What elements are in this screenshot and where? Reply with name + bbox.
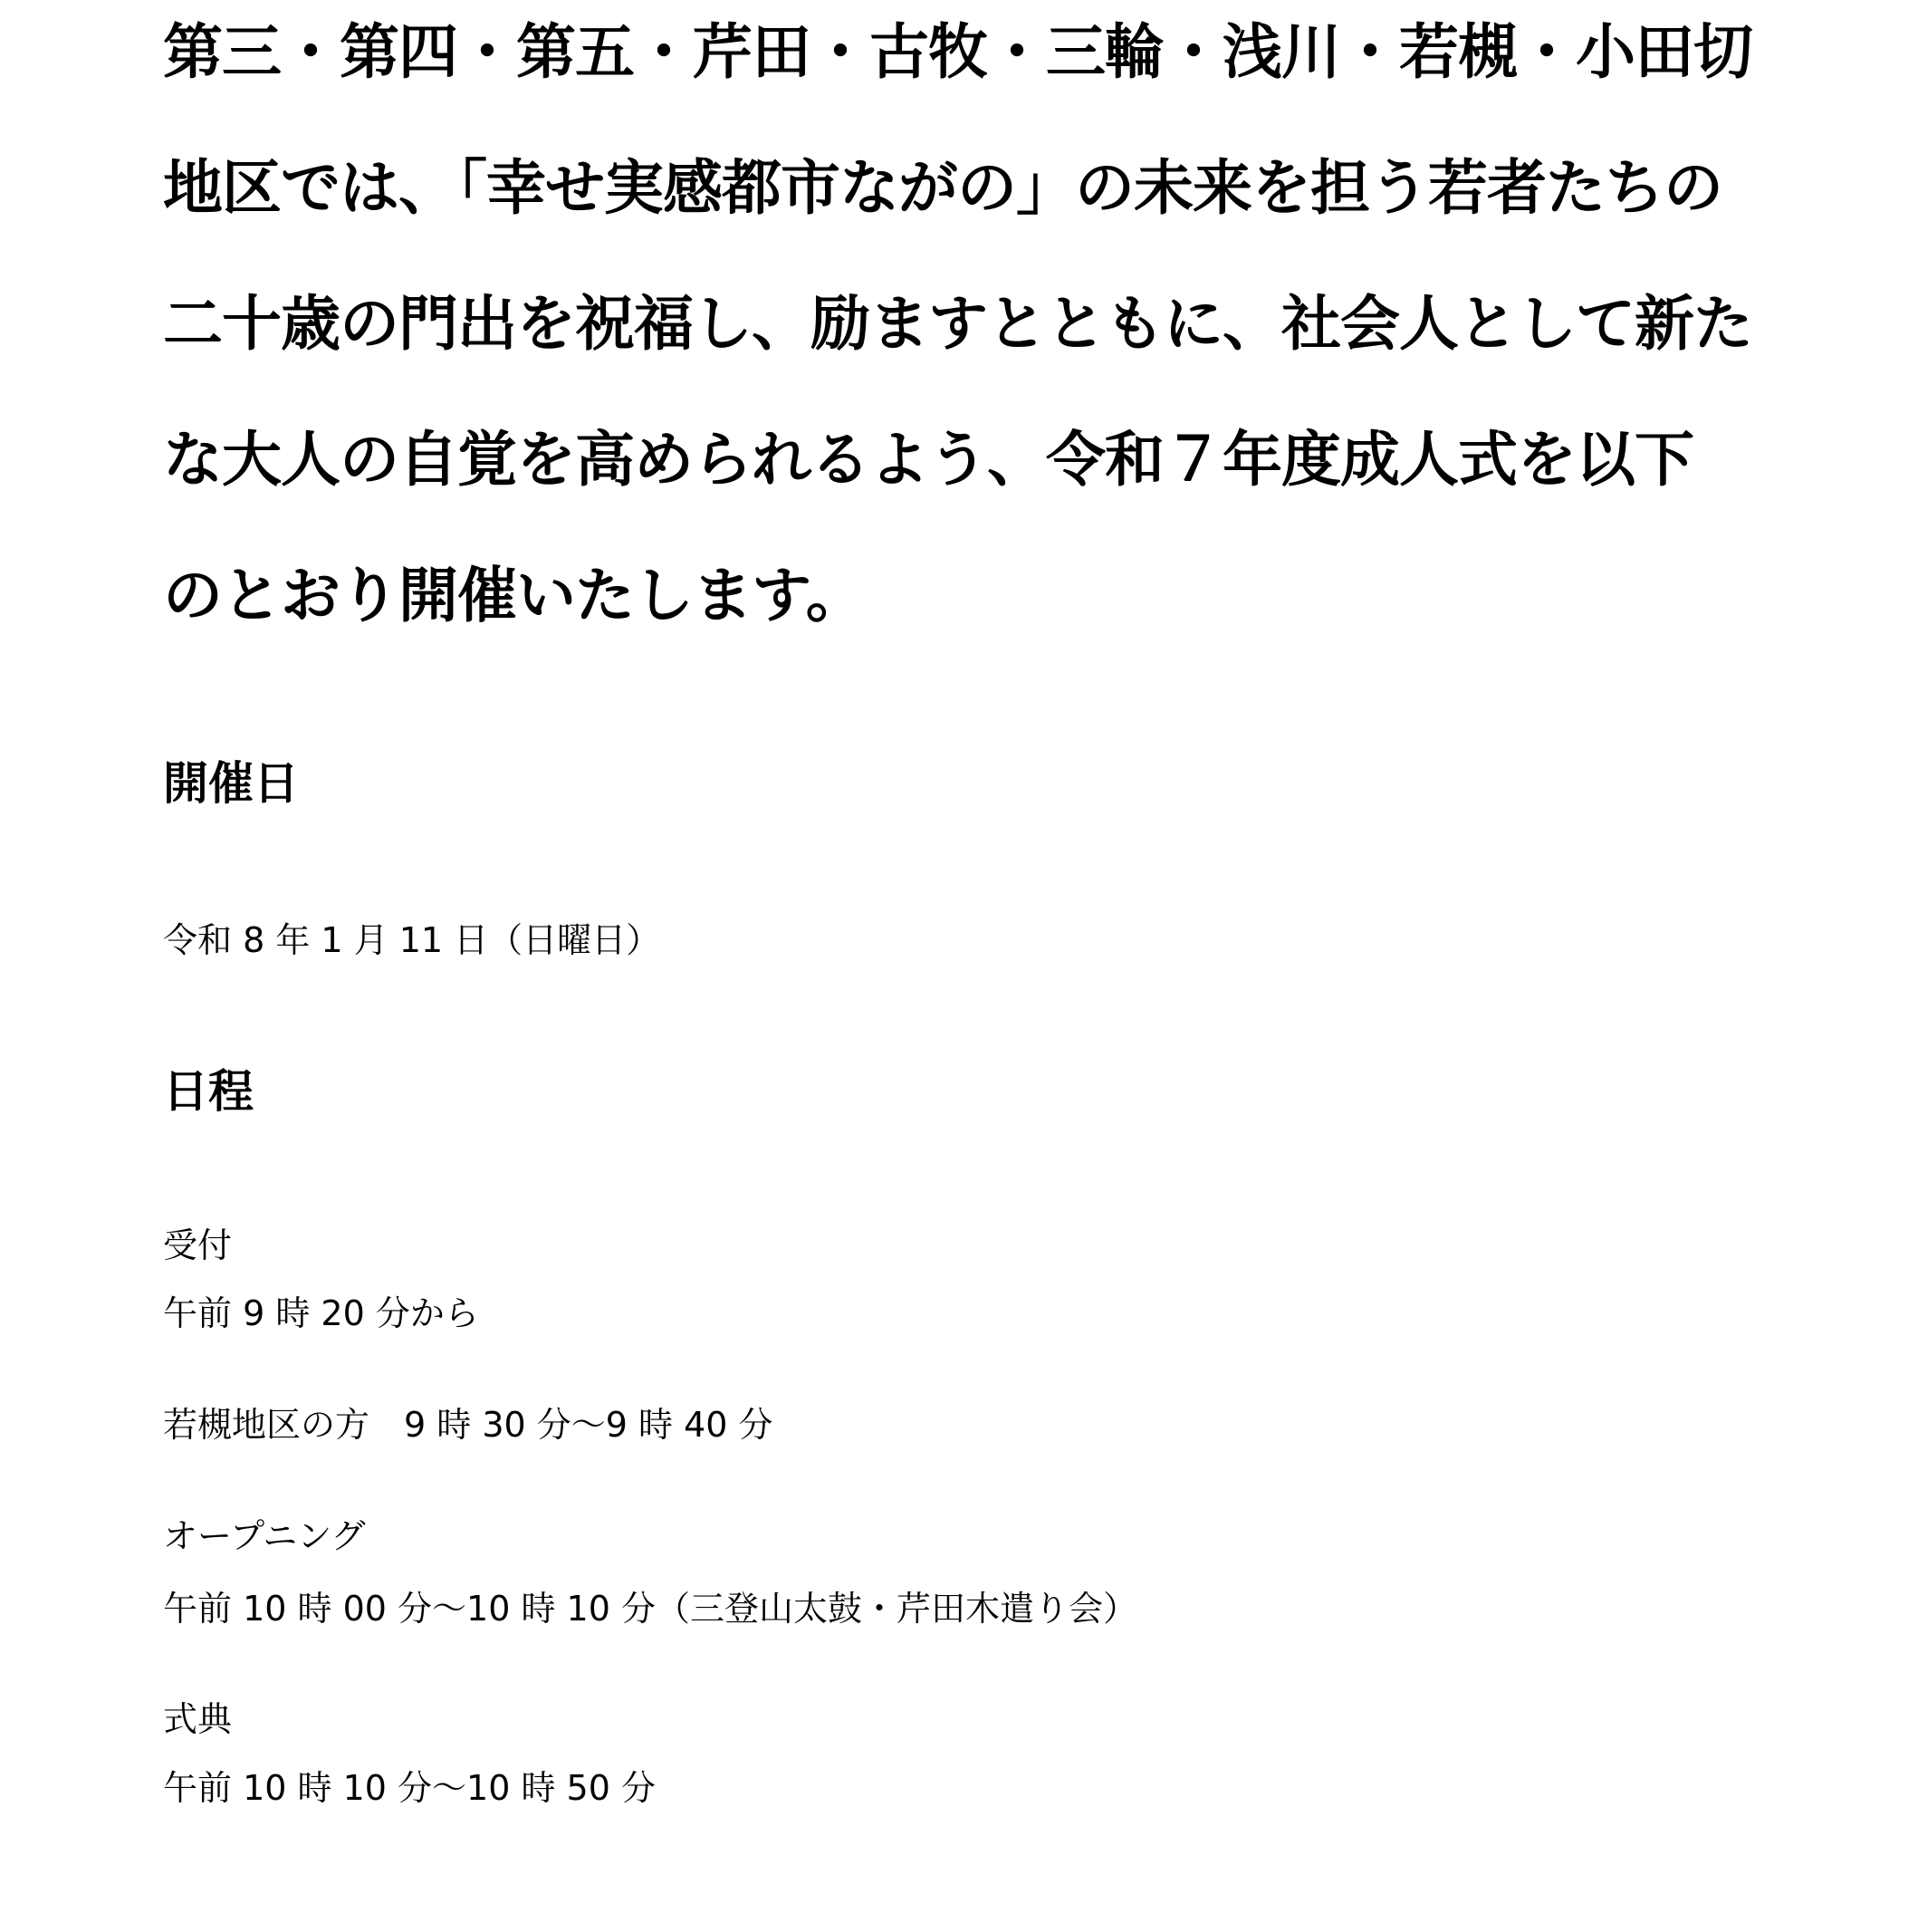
opening-time: 午前 10 時 00 分～10 時 10 分（三登山太鼓・芹田木遣り会）	[163, 1589, 1137, 1629]
date-heading: 開催日	[163, 757, 299, 810]
intro-line-1: 第三・第四・第五・芹田・古牧・三輪・浅川・若槻・小田切	[163, 17, 1752, 87]
ceremony-time: 午前 10 時 10 分～10 時 50 分	[163, 1768, 656, 1808]
reception-time: 午前 9 時 20 分から	[163, 1293, 479, 1333]
intro-line-4: な大人の自覚を高められるよう、令和７年度成人式を以下	[163, 425, 1693, 495]
schedule-heading: 日程	[163, 1065, 254, 1118]
ceremony-label: 式典	[163, 1699, 233, 1739]
reception-label: 受付	[163, 1226, 233, 1265]
intro-line-5: のとおり開催いたします。	[163, 561, 865, 630]
reception-note: 若槻地区の方 9 時 30 分～9 時 40 分	[163, 1405, 773, 1445]
intro-line-2: 地区では、「幸せ実感都市ながの」の未来を担う若者たちの	[163, 153, 1722, 223]
opening-label: オープニング	[163, 1516, 366, 1556]
intro-line-3: 二十歳の門出を祝福し、励ますとともに、社会人として新た	[163, 289, 1752, 359]
date-value: 令和 8 年 1 月 11 日（日曜日）	[163, 920, 661, 960]
